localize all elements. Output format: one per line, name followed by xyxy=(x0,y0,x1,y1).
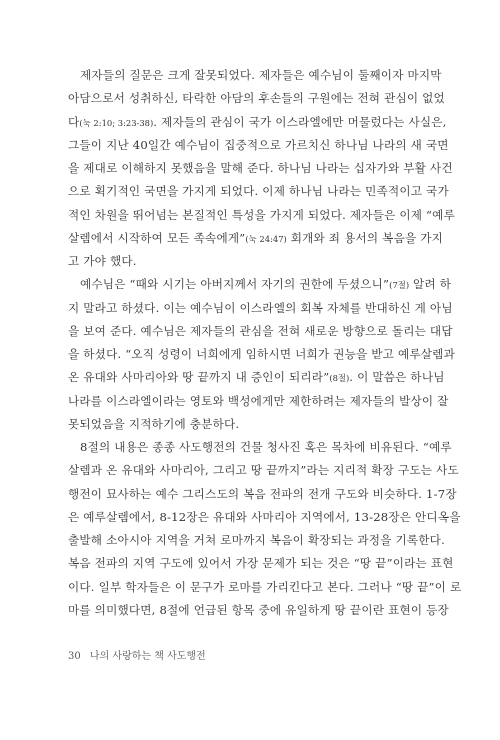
text-segment: 예수님은 “때와 시기는 아버지께서 자기의 권한에 두셨으니” xyxy=(80,277,390,292)
text-segment: 지 말라고 하셨다. 이는 예수님이 이스라엘의 회복 자체를 반대하신 게 아님 xyxy=(68,300,453,315)
text-line xyxy=(68,599,449,622)
text-segment: 출발해 소아시아 지역을 거쳐 로마까지 복음이 확장되는 과정을 기록한다. xyxy=(68,533,445,547)
text-segment: 으로 획기적인 국면을 가지게 되었다. 이제 하나님 나라는 민족적이고 국가 xyxy=(68,184,449,199)
text-line xyxy=(68,111,447,134)
text-segment: 을 하셨다. “오직 성령이 너희에게 임하시면 너희가 권능을 받고 예루살렘과 xyxy=(68,347,455,361)
text-segment: 은 예루살렘에서, 8-12장은 유대와 사마리아 지역에서, 13-28장은 안디옥을 xyxy=(68,509,461,524)
text-segment: 살렘에서 시작하여 모든 족속에게” xyxy=(68,230,246,245)
text-segment: 온 유대와 사마리아와 땅 끝까지 내 증인이 되리라” xyxy=(68,370,330,385)
text-line xyxy=(68,366,445,389)
text-line xyxy=(68,390,449,413)
text-segment: 그들이 지난 40일간 예수님이 집중적으로 가르치신 하나님 나라의 새 국면 xyxy=(68,137,449,152)
text-line xyxy=(68,343,455,366)
verse-reference: (7절) xyxy=(389,280,410,291)
text-segment: 못되었음을 지적하기에 충분하다. xyxy=(68,416,240,431)
text-line xyxy=(68,297,453,320)
text-segment: 마를 의미했다면, 8절에 언급된 항목 중에 유일하게 땅 끝이란 표현이 등장 xyxy=(68,602,449,617)
text-segment: 회개와 죄 용서의 복음을 가지 xyxy=(286,230,444,245)
text-line xyxy=(68,320,453,343)
paragraph xyxy=(68,436,462,622)
bible-reference: (눅 2:10; 3:23-38) xyxy=(79,117,154,128)
text-line xyxy=(68,413,432,436)
text-line xyxy=(68,134,449,157)
verse-reference: (8절) xyxy=(329,373,350,384)
text-segment: 제자들의 질문은 크게 잘못되었다. 제자들은 예수님이 둘째이자 마지막 xyxy=(80,68,442,82)
text-segment: 적인 차원을 뛰어넘는 본질적인 특성을 가지게 되었다. 제자들은 이제 “예루 xyxy=(68,207,455,222)
text-segment: 살렘과 온 유대와 사마리아, 그리고 땅 끝까지”라는 지리적 확장 구도는 사도 xyxy=(68,463,459,478)
text-segment: 복음 전파의 지역 구도에 있어서 가장 문제가 되는 것은 “땅 끝”이라는 표현 xyxy=(68,556,454,571)
text-line xyxy=(68,552,454,575)
text-line xyxy=(68,459,459,482)
text-segment: 을 보여 준다. 예수님은 제자들의 관심을 전혀 새로운 방향으로 돌리는 대답 xyxy=(68,323,453,338)
page-number: 30 xyxy=(68,651,81,662)
text-segment: . 제자들의 관심이 국가 이스라엘에만 머물렀다는 사실은, xyxy=(153,114,447,129)
text-line xyxy=(68,157,453,180)
text-segment: 이다. 일부 학자들은 이 문구가 로마를 가리킨다고 본다. 그러나 “땅 끝”이 로 xyxy=(68,579,462,594)
paragraph xyxy=(68,273,455,436)
text-segment: 을 제대로 이해하지 못했음을 말해 준다. 하나님 나라는 십자가와 부활 사건 xyxy=(68,161,453,175)
text-segment: 고 가야 했다. xyxy=(68,254,137,268)
text-line xyxy=(68,529,445,552)
text-line xyxy=(68,436,452,459)
text-line xyxy=(68,576,462,599)
text-segment: 나라를 이스라엘이라는 영토와 백성에게만 제한하려는 제자들의 발상이 잘 xyxy=(68,393,449,408)
text-line xyxy=(68,273,452,296)
text-line xyxy=(68,250,432,273)
text-line xyxy=(68,506,461,529)
text-segment: 8절의 내용은 종종 사도행전의 건물 청사진 혹은 목차에 비유된다. “예루 xyxy=(80,440,452,454)
body-text xyxy=(68,64,462,622)
text-segment: . 이 말씀은 하나님 xyxy=(349,370,445,385)
text-line xyxy=(68,64,442,87)
text-line xyxy=(68,204,455,227)
page-footer xyxy=(68,647,206,662)
bible-reference: (눅 24:47) xyxy=(245,233,287,244)
text-segment: 다 xyxy=(68,114,80,129)
text-line xyxy=(68,227,444,250)
text-segment: 행전이 묘사하는 예수 그리스도의 복음 전파의 전개 구도와 비슷하다. 1-7장 xyxy=(68,486,457,501)
paragraph xyxy=(68,64,455,273)
text-line xyxy=(68,87,445,110)
book-title: 나의 사랑하는 책 사도행전 xyxy=(89,651,206,662)
text-line xyxy=(68,180,449,203)
text-segment: 아담으로서 성취하신, 타락한 아담의 후손들의 구원에는 전혀 관심이 없었 xyxy=(68,91,445,106)
text-line xyxy=(68,483,457,506)
text-segment: 알려 하 xyxy=(409,277,452,292)
